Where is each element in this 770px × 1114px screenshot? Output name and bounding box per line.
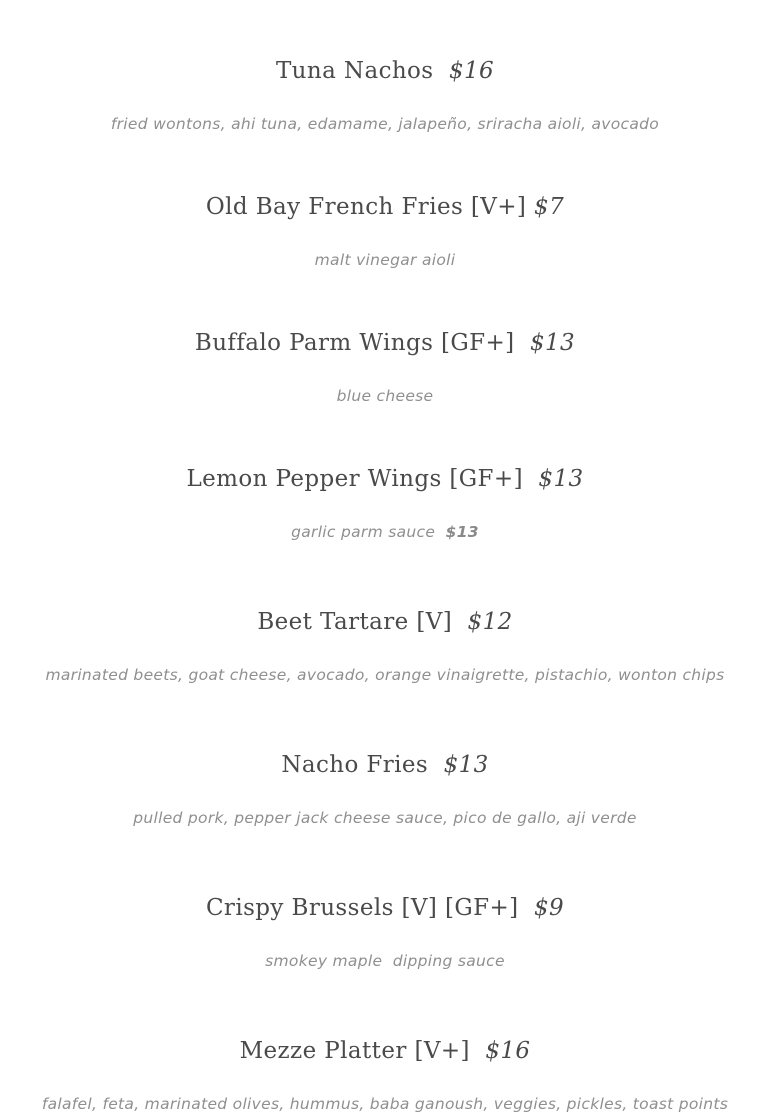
item-description bbox=[0, 951, 770, 971]
item-title bbox=[0, 751, 770, 779]
item-price: $7 bbox=[534, 194, 565, 220]
item-title bbox=[0, 329, 770, 357]
menu-item bbox=[0, 329, 770, 406]
item-description-text: pulled pork, pepper jack cheese sauce, pico de gallo, aji verde bbox=[133, 809, 637, 827]
item-description bbox=[0, 522, 770, 542]
menu-item bbox=[0, 193, 770, 270]
item-name: Crispy Brussels [V] [GF+] bbox=[205, 895, 519, 921]
menu-item bbox=[0, 1037, 770, 1114]
name-price-separator bbox=[452, 609, 467, 635]
item-description-text: smokey maple dipping sauce bbox=[265, 952, 505, 970]
item-description-text: marinated beets, goat cheese, avocado, orange vinaigrette, pistachio, wonton chips bbox=[45, 666, 725, 684]
item-description bbox=[0, 1094, 770, 1114]
item-name: Old Bay French Fries [V+] bbox=[205, 194, 527, 220]
description-price-separator bbox=[435, 523, 445, 541]
item-title bbox=[0, 894, 770, 922]
menu-item bbox=[0, 57, 770, 134]
item-price: $16 bbox=[485, 1038, 531, 1064]
item-description bbox=[0, 808, 770, 828]
item-price: $16 bbox=[448, 58, 495, 84]
item-name: Beet Tartare [V] bbox=[257, 609, 453, 635]
item-description-text: malt vinegar aioli bbox=[314, 251, 456, 269]
name-price-separator bbox=[434, 58, 449, 84]
item-description-text: falafel, feta, marinated olives, hummus, baba ganoush, veggies, pickles, toast points bbox=[41, 1095, 729, 1113]
item-name: Mezze Platter [V+] bbox=[239, 1038, 470, 1064]
item-name: Buffalo Parm Wings [GF+] bbox=[194, 330, 515, 356]
item-title bbox=[0, 1037, 770, 1065]
item-price: $13 bbox=[529, 330, 576, 356]
item-price: $13 bbox=[538, 466, 584, 492]
menu-item bbox=[0, 751, 770, 828]
item-description bbox=[0, 114, 770, 134]
item-price: $12 bbox=[467, 609, 513, 635]
menu-item bbox=[0, 608, 770, 685]
name-price-separator bbox=[519, 895, 534, 921]
item-title bbox=[0, 608, 770, 636]
item-description-text: blue cheese bbox=[336, 387, 434, 405]
name-price-separator bbox=[428, 752, 443, 778]
item-title bbox=[0, 465, 770, 493]
item-description-text: garlic parm sauce bbox=[291, 523, 436, 541]
name-price-separator bbox=[526, 194, 534, 220]
item-title bbox=[0, 193, 770, 221]
item-description bbox=[0, 665, 770, 685]
item-title bbox=[0, 57, 770, 85]
menu-item bbox=[0, 465, 770, 542]
name-price-separator bbox=[470, 1038, 485, 1064]
item-description-text: fried wontons, ahi tuna, edamame, jalapeño, sriracha aioli, avocado bbox=[110, 115, 660, 133]
item-name: Nacho Fries bbox=[281, 752, 429, 778]
item-description-price: $13 bbox=[445, 523, 479, 541]
item-description bbox=[0, 386, 770, 406]
item-price: $13 bbox=[443, 752, 489, 778]
item-name: Tuna Nachos bbox=[275, 58, 434, 84]
item-description bbox=[0, 250, 770, 270]
item-price: $9 bbox=[533, 895, 565, 921]
item-name: Lemon Pepper Wings [GF+] bbox=[186, 466, 523, 492]
name-price-separator bbox=[515, 330, 530, 356]
name-price-separator bbox=[523, 466, 538, 492]
menu-item bbox=[0, 894, 770, 971]
